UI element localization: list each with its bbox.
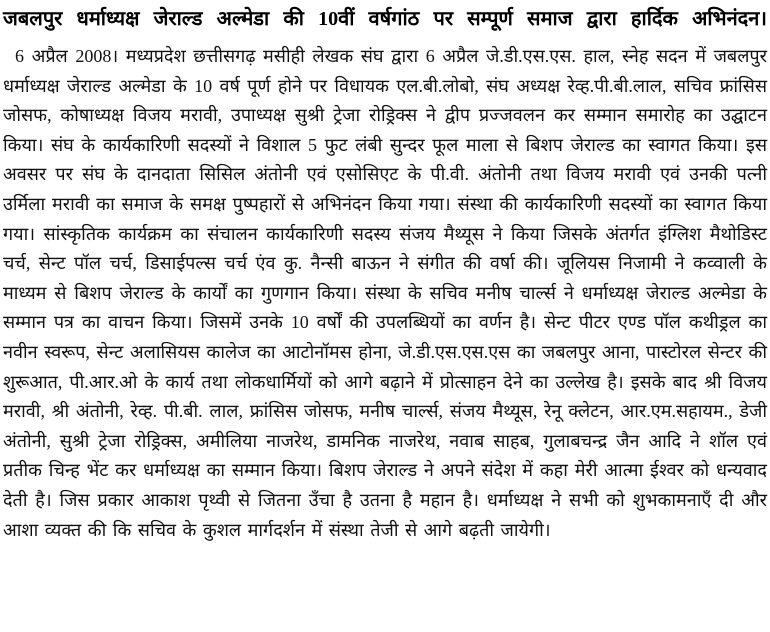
article-headline: जबलपुर धर्माध्यक्ष जेराल्ड अल्मेडा की 10वीं वर्षगांठ पर सम्पूर्ण समाज द्वारा हार्दिक अभिनंदन। <box>3 8 767 30</box>
article-body-paragraph: 6 अप्रैल 2008। मध्यप्रदेश छत्तीसगढ़ मसीही लेखक संघ द्वारा 6 अप्रैल जे.डी.एस.एस. हाल, स्नेह सदन में जबलपुर धर्माध्यक्ष जेराल्ड अल्मेडा के 10 वर्ष पूर्ण होने पर विधायक एल.बी.लोबो, संघ अध्यक्ष रेव्ह.पी.बी.लाल, सचिव फ्रांसिस जोसफ, कोषाध्यक्ष विजय मरावी, उपाध्यक्ष सुश्री ट्रेजा रोड्रिक्स ने द्वीप प्रज्जवलन कर सम्मान समारोह का उद्घाटन किया। संघ के कार्यकारिणी सदस्यों ने विशाल 5 फुट लंबी सुन्दर फूल माला से बिशप जेराल्ड का स्वागत किया। इस अवसर पर संघ के दानदाता सिसिल अंतोनी एवं एसोसिएट के पी.वी. अंतोनी तथा विजय मरावी एवं उनकी पत्नी उर्मिला मरावी का समाज के समक्ष पुष्पहारों से अभिनंदन किया गया। संस्था की कार्यकारिणी सदस्यों का स्वागत किया गया। सांस्कृतिक कार्यक्रम का संचालन कार्यकारिणी सदस्य संजय मैथ्यूस ने किया जिसके अंतर्गत इंग्लिश मैथोडिस्ट चर्च, सेन्ट पॉल चर्च, डिसाईपल्स चर्च एंव कु. नैन्सी बाऊन ने संगीत की वर्षा की। जूलियस निजामी ने कव्वाली के माध्यम से बिशप जेराल्ड के कार्यों का गुणगान किया। संस्था के सचिव मनीष चार्ल्स ने धर्माध्यक्ष जेराल्ड अल्मेडा के सम्मान पत्र का वाचन किया। जिसमें उनके 10 वर्षों की उपलब्धियों का वर्णन है। सेन्ट पीटर एण्ड पॉल कथीड्रल का नवीन स्वरूप, सेन्ट अलासियस कालेज का आटोनॉमस होना, जे.डी.एस.एस.एस का जबलपुर आना, पास्टोरल सेन्टर की शुरूआत, पी.आर.ओ के कार्य तथा लोकधार्मियों को आगे बढ़ाने में प्रोत्साहन देने का उल्लेख है। इसके बाद श्री विजय मरावी, श्री अंतोनी, रेव्ह. पी.बी. लाल, फ्रांसिस जोसफ, मनीष चार्ल्स, संजय मैथ्यूस, रेनू क्लेटन, आर.एम.सहायम., डेजी अंतोनी, सुश्री ट्रेजा रोड्रिक्स, अमीलिया नाजरेथ, डामनिक नाजरेथ, नवाब साहब, गुलाबचन्द्र जैन आदि ने शॉल एवं प्रतीक चिन्ह भेंट कर धर्माध्यक्ष का सम्मान किया। बिशप जेराल्ड ने अपने संदेश में कहा मेरी आत्मा ईश्वर को धन्यवाद देती है। जिस प्रकार आकाश पृथ्वी से जितना उँचा है उतना है महान है। धर्माध्यक्ष ने सभी को शुभकामनाएँ दी और आशा व्यक्त की कि सचिव के कुशल मार्गदर्शन में संस्था तेजी से आगे बढ़ती जायेगी। <box>3 46 767 540</box>
